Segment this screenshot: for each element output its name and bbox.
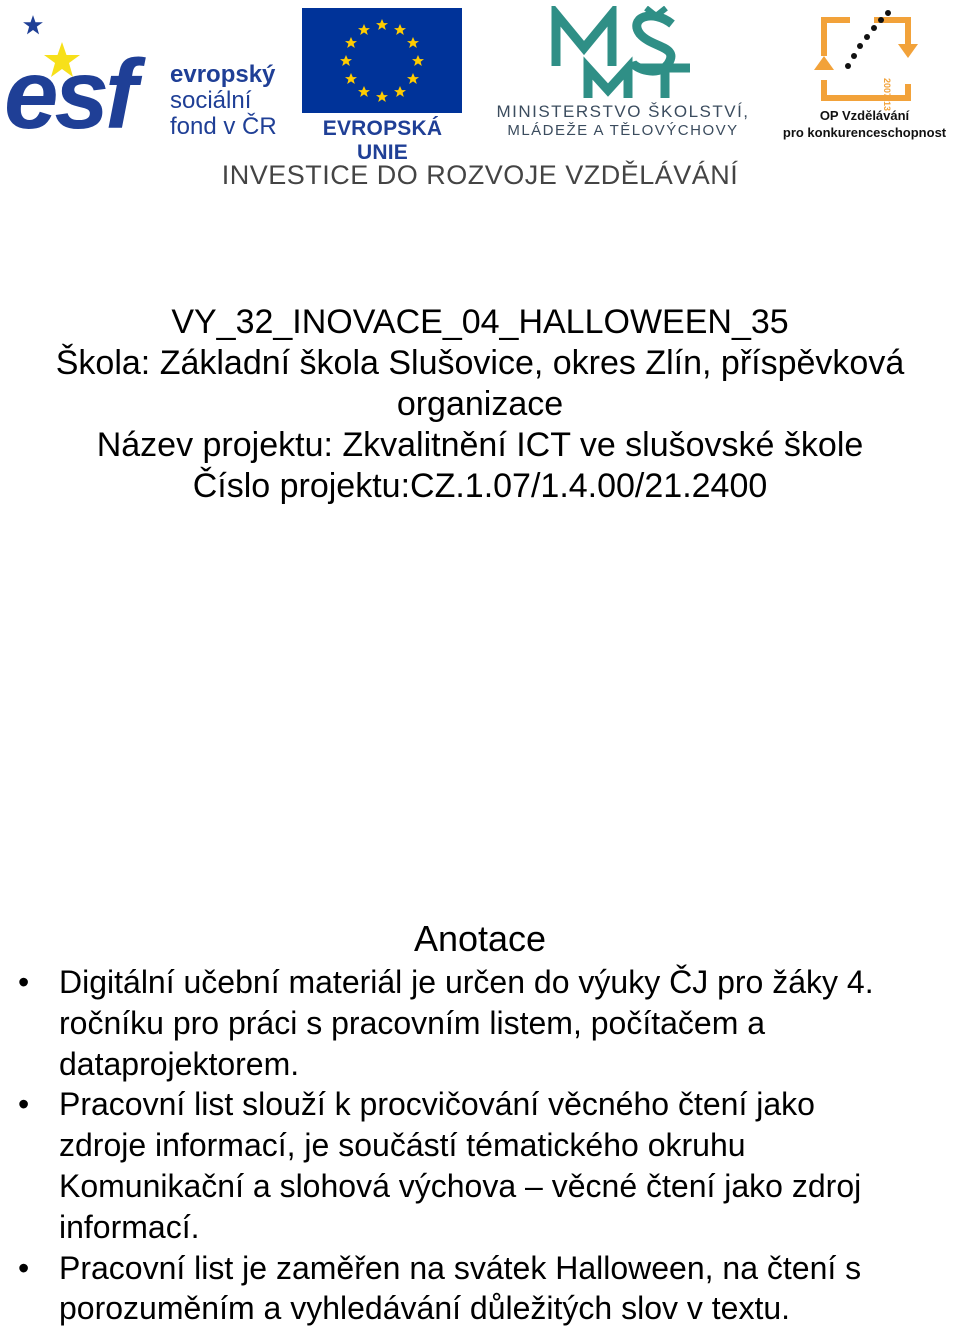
title-line: VY_32_INOVACE_04_HALLOWEEN_35 [171,303,789,341]
list-line: porozuměním a vyhledávání důležitých slov v textu. [59,1290,791,1327]
op-arrows-icon [792,4,942,104]
list-line: ročníku pro práci s pracovním listem, počítačem a [59,1004,766,1041]
esf-letters: esf [4,39,134,149]
list-line: Komunikační a slohová výchova – věcné čtení jako zdroj [59,1167,862,1204]
list-line: Pracovní list je zaměřen na svátek Halloween, na čtení s [59,1249,862,1286]
list-line: zdroje informací, je součástí tématického okruhu [59,1127,746,1164]
msmt-caption-line: MLÁDEŽE A TĚLOVÝCHOVY [507,122,739,139]
list-line: informací. [59,1208,200,1245]
op-caption-line: pro konkurenceschopnost [782,125,947,140]
list-item [18,1084,958,1247]
logo-strip [0,0,960,164]
bullet-icon: • [18,964,30,1000]
op-caption-line: OP Vzdělávání [819,108,910,123]
title-line: Škola: Základní škola Slušovice, okres Zlín, příspěvková [55,344,905,382]
bullet-icon: • [18,1086,30,1123]
annotation-heading: Anotace [413,918,547,959]
esf-line: evropský [170,61,276,88]
title-line: organizace [396,385,564,423]
msmt-mark-icon [548,6,698,101]
esf-logo [4,4,296,149]
eu-flag [302,8,462,113]
esf-line: fond v ČR [170,113,277,140]
title-block [0,302,960,507]
list-item [18,962,958,1084]
eu-caption: EVROPSKÁ UNIE [322,117,443,164]
esf-line: sociální [170,87,252,114]
op-logo [772,4,957,144]
list-item [18,1248,958,1330]
title-line: Číslo projektu:CZ.1.07/1.4.00/21.2400 [192,467,768,505]
title-line: Název projektu: Zkvalitnění ICT ve slušovské škole [96,426,864,464]
bullet-icon: • [18,1249,30,1286]
annotation-list [18,962,958,1329]
list-line: Digitální učební materiál je určen do výuky ČJ pro žáky 4. [59,964,874,1000]
eu-stars-icon [302,8,462,113]
esf-text [170,62,277,140]
tagline: INVESTICE DO ROZVOJE VZDĚLÁVÁNÍ [221,160,739,190]
list-line: Pracovní list slouží k procvičování věcného čtení jako [59,1086,815,1123]
msmt-caption-line: MINISTERSTVO ŠKOLSTVÍ, [496,102,750,121]
esf-star-small-icon [22,14,44,36]
list-line: dataprojektorem. [59,1045,300,1082]
op-years: 2007-13 [882,78,892,112]
msmt-logo [478,4,768,144]
